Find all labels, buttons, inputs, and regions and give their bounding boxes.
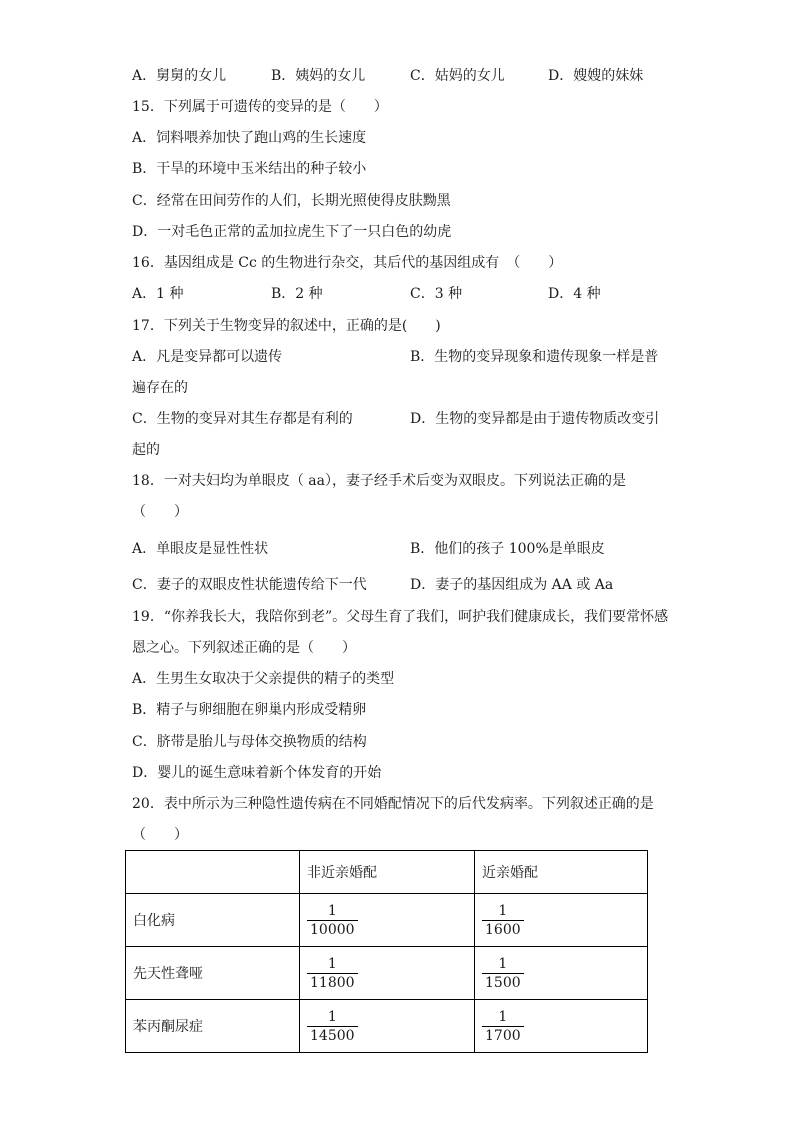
q19-option-b: B．精子与卵细胞在卵巢内形成受精卵: [132, 702, 367, 718]
fraction-bar: [482, 920, 524, 921]
disease-name: 苯丙酮尿症: [126, 1000, 300, 1053]
q14-option-c: C．姑妈的女儿: [410, 68, 505, 84]
rate-cell: [300, 947, 475, 1000]
fraction-denominator: 11800: [310, 974, 355, 991]
q15-option-c: C．经常在田间劳作的人们，长期光照使得皮肤黝黑: [132, 193, 451, 209]
q18-option-c: C．妻子的双眼皮性状能遗传给下一代: [132, 577, 367, 593]
fraction-denominator: 1700: [485, 1027, 521, 1044]
q14-option-b: B．姨妈的女儿: [271, 68, 366, 84]
q15-option-a: A．饲料喂养加快了跑山鸡的生长速度: [132, 130, 367, 146]
table-header-consanguineous: 近亲婚配: [475, 851, 648, 894]
q18-stem: 18．一对夫妇均为单眼皮（ aa），妻子经手术后变为双眼皮。下列说法正确的是: [132, 473, 626, 489]
fraction-bar: [307, 920, 358, 921]
rate-cell: [475, 894, 648, 947]
rate-cell: [475, 1000, 648, 1053]
q19-stem: 19．“你养我长大，我陪你到老”。父母生育了我们，呵护我们健康成长，我们要常怀感: [132, 609, 669, 625]
fraction-numerator: 1: [327, 1008, 337, 1025]
q17-option-b-continued: 遍存在的: [132, 380, 188, 396]
table-header-empty: [126, 851, 300, 894]
q14-option-a: A．舅舅的女儿: [132, 68, 227, 84]
q18-stem-bracket: （ ）: [132, 504, 188, 520]
q17-option-d: D．生物的变异都是由于遗传物质改变引: [410, 411, 660, 427]
q19-option-d: D．婴儿的诞生意味着新个体发育的开始: [132, 765, 382, 781]
q18-option-b: B．他们的孩子 100%是单眼皮: [410, 541, 605, 557]
fraction: [482, 903, 524, 938]
fraction: [482, 956, 524, 991]
q19-option-a: A．生男生女取决于父亲提供的精子的类型: [132, 671, 395, 687]
q19-option-c: C．脐带是胎儿与母体交换物质的结构: [132, 734, 367, 750]
q16-option-d: D．4 种: [548, 286, 601, 302]
table-header-non-consanguineous: 非近亲婚配: [300, 851, 475, 894]
q16-option-a: A．1 种: [132, 286, 184, 302]
fraction-numerator: 1: [498, 1008, 508, 1025]
q17-option-a: A．凡是变异都可以遗传: [132, 349, 283, 365]
table-row: [126, 894, 648, 947]
rate-cell: [475, 947, 648, 1000]
fraction-numerator: 1: [498, 955, 508, 972]
disease-rate-table: [125, 850, 648, 1053]
table-row: [126, 947, 648, 1000]
q15-option-b: B．干旱的环境中玉米结出的种子较小: [132, 161, 367, 177]
q15-option-d: D．一对毛色正常的孟加拉虎生下了一只白色的幼虎: [132, 224, 452, 240]
q18-option-d: D．妻子的基因组成为 AA 或 Aa: [410, 577, 614, 593]
q14-option-d: D．嫂嫂的妹妹: [548, 68, 644, 84]
fraction: [307, 903, 358, 938]
fraction-numerator: 1: [327, 902, 337, 919]
fraction: [307, 956, 358, 991]
q20-stem: 20．表中所示为三种隐性遗传病在不同婚配情况下的后代发病率。下列叙述正确的是: [132, 796, 654, 812]
q20-stem-bracket: （ ）: [132, 827, 188, 843]
fraction-bar: [482, 973, 524, 974]
q17-option-d-continued: 起的: [132, 442, 160, 458]
q17-option-c: C．生物的变异对其生存都是有利的: [132, 411, 353, 427]
fraction-bar: [482, 1026, 524, 1027]
fraction-denominator: 14500: [310, 1027, 355, 1044]
fraction-denominator: 1600: [485, 921, 521, 938]
table-header-row: [126, 851, 648, 894]
fraction-bar: [307, 973, 358, 974]
disease-name: 白化病: [126, 894, 300, 947]
fraction-bar: [307, 1026, 358, 1027]
disease-name: 先天性聋哑: [126, 947, 300, 1000]
fraction: [482, 1009, 524, 1044]
fraction-denominator: 1500: [485, 974, 521, 991]
fraction-numerator: 1: [498, 902, 508, 919]
q18-option-a: A．单眼皮是显性性状: [132, 541, 269, 557]
q15-stem: 15．下列属于可遗传的变异的是（ ）: [132, 99, 388, 115]
table-row: [126, 1000, 648, 1053]
fraction-denominator: 10000: [310, 921, 355, 938]
rate-cell: [300, 1000, 475, 1053]
q19-stem-continued: 恩之心。下列叙述正确的是（ ）: [132, 640, 356, 656]
q17-option-b: B．生物的变异现象和遗传现象一样是普: [410, 349, 659, 365]
q16-option-b: B．2 种: [271, 286, 323, 302]
fraction: [307, 1009, 358, 1044]
q16-option-c: C．3 种: [410, 286, 463, 302]
q17-stem: 17．下列关于生物变异的叙述中，正确的是( ): [132, 318, 441, 334]
q16-stem: 16．基因组成是 Cc 的生物进行杂交，其后代的基因组成有 （ ）: [132, 255, 563, 271]
rate-cell: [300, 894, 475, 947]
fraction-numerator: 1: [327, 955, 337, 972]
